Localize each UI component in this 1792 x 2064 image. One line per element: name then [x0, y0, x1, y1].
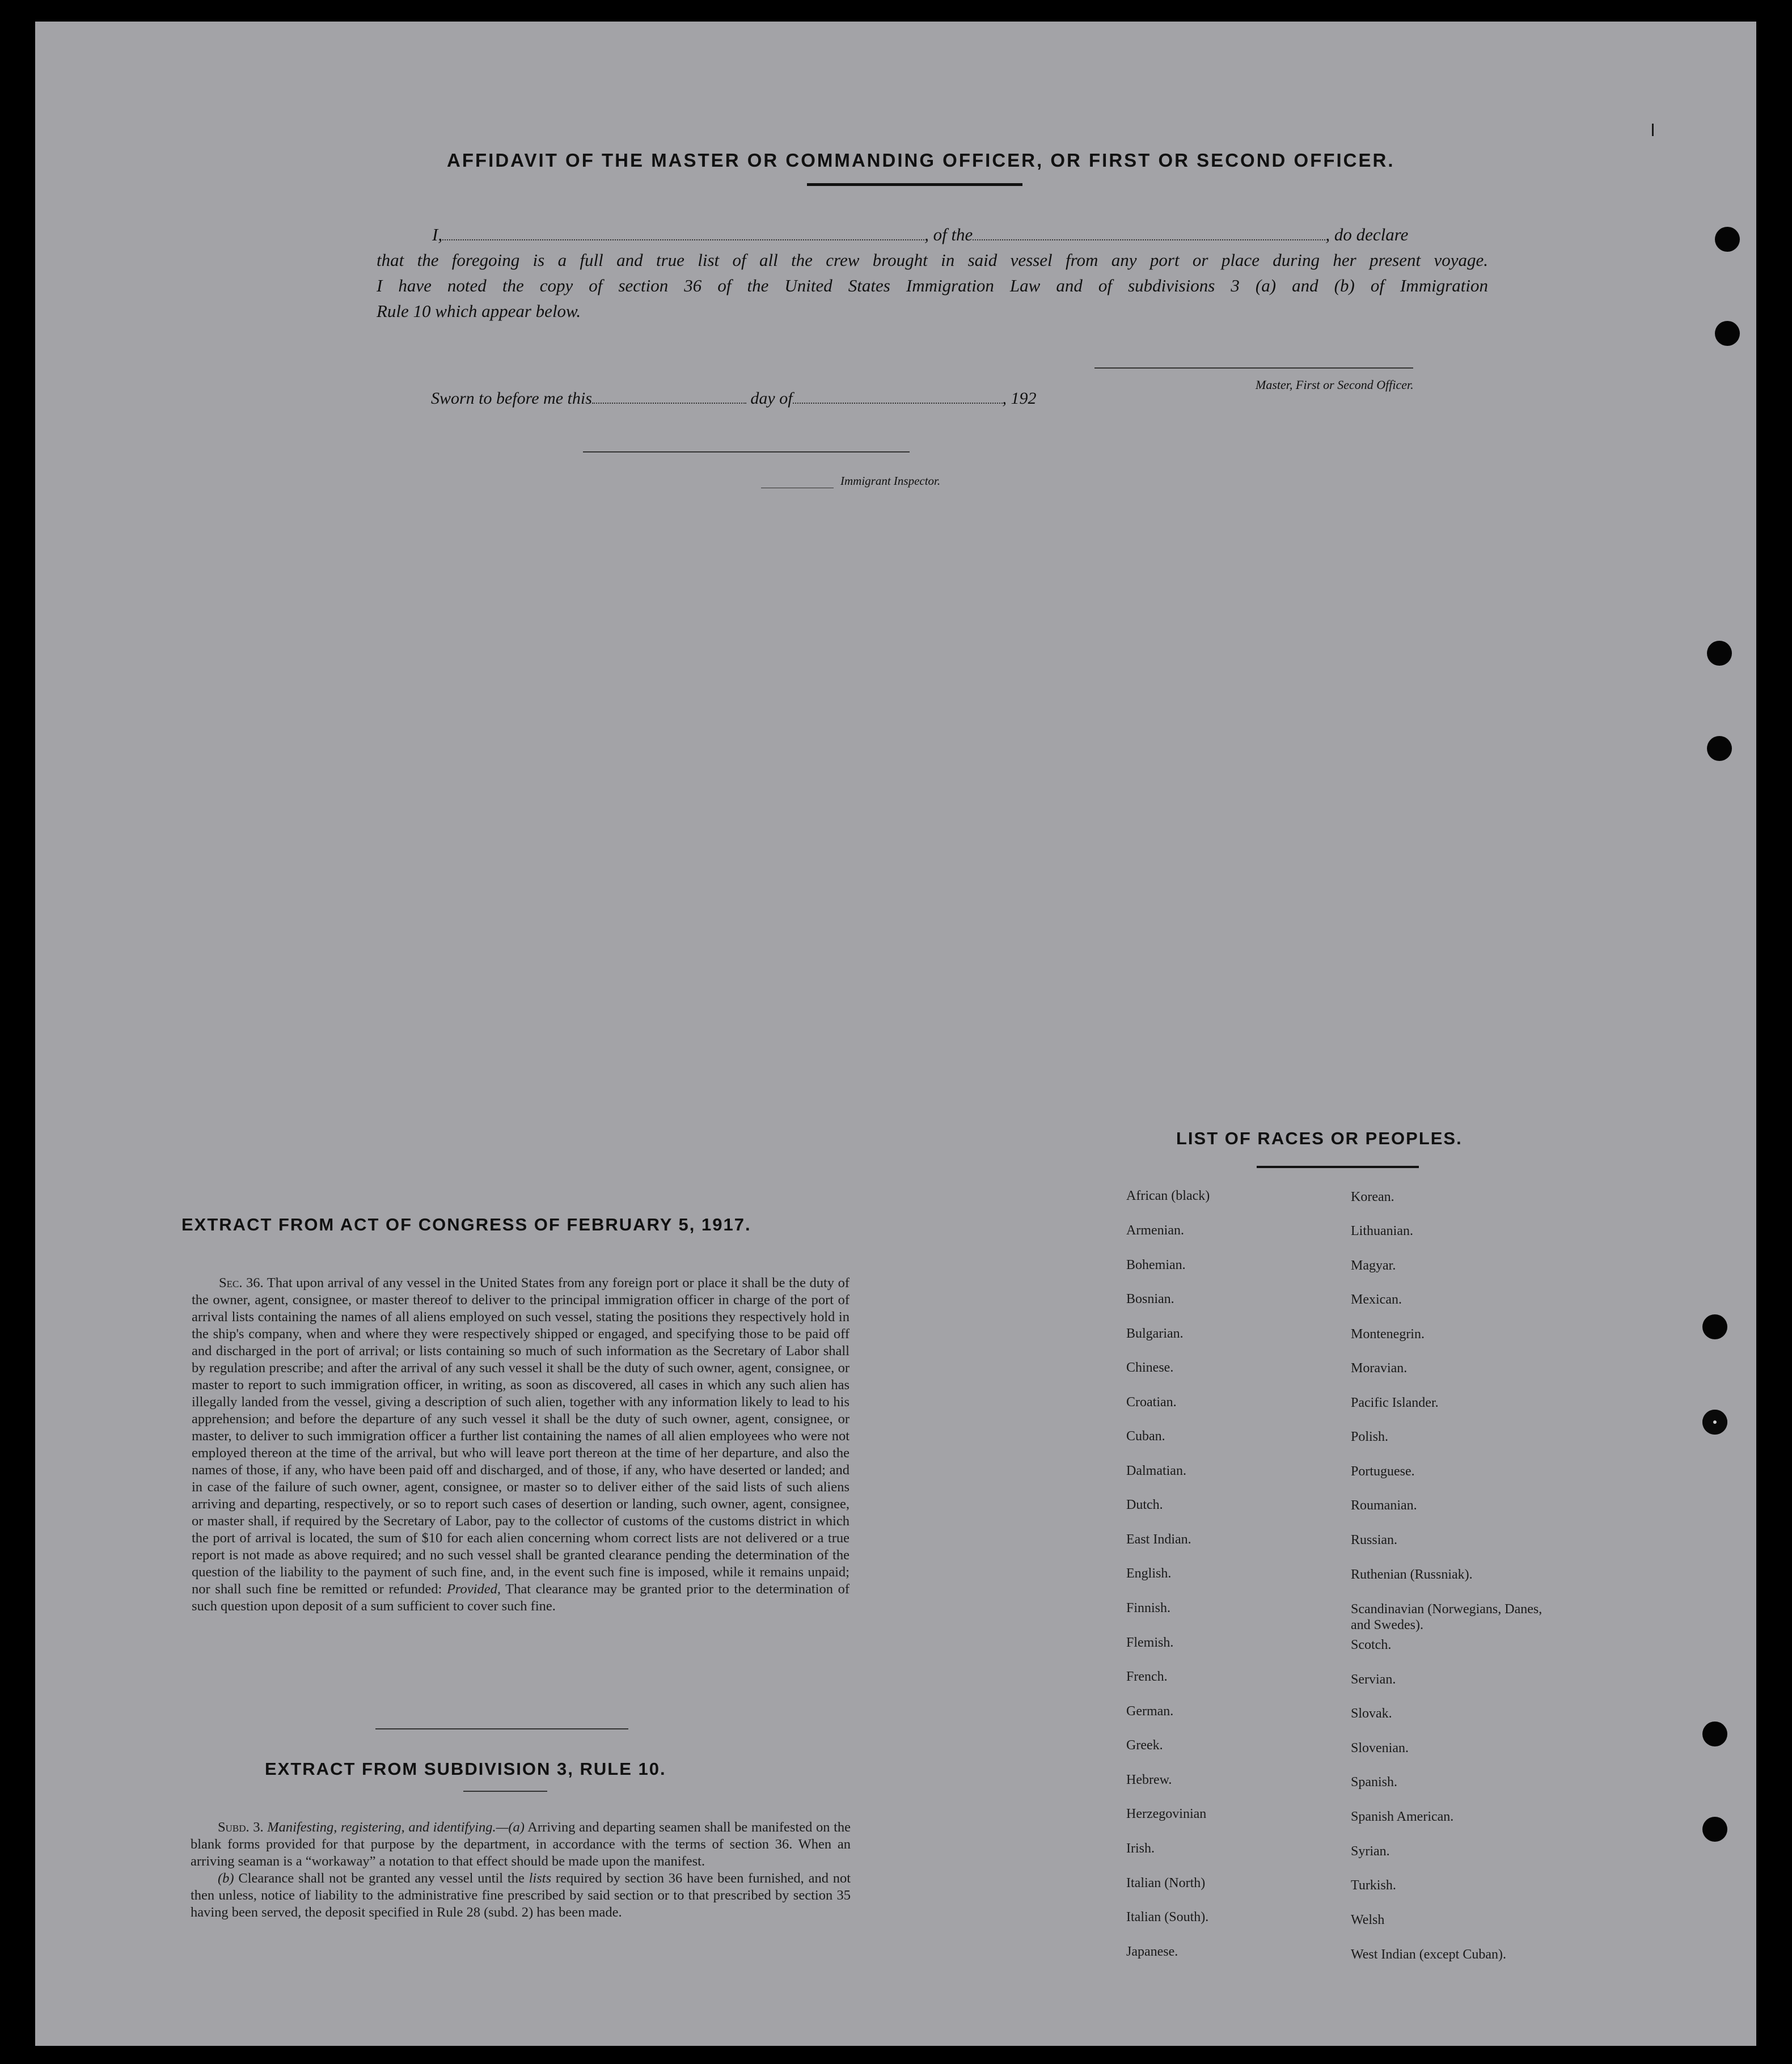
proviso-label: Provided, — [446, 1581, 501, 1597]
title-rule — [807, 183, 1022, 186]
affidavit-line-3: I have noted the copy of section 36 of the United States Immigration Law and of subdivisions 3 (a) and (b) of Immigration — [377, 276, 1488, 295]
rule-subdivision-3 — [191, 1819, 851, 1921]
corner-mark — [1652, 124, 1654, 136]
race-item: Portuguese. — [1351, 1464, 1415, 1479]
binder-hole — [1707, 736, 1732, 761]
act-title: EXTRACT FROM ACT OF CONGRESS OF FEBRUARY 5, 1917. — [181, 1215, 751, 1234]
race-item: Scandinavian (Norwegians, Danes, and Swedes). — [1351, 1602, 1542, 1632]
race-item: Syrian. — [1351, 1844, 1390, 1859]
sworn-month-blank[interactable] — [793, 403, 1003, 404]
sworn-day-blank[interactable] — [592, 403, 746, 404]
binder-hole — [1715, 321, 1740, 346]
race-item: German. — [1126, 1704, 1174, 1719]
subd-para-b-1: Clearance shall not be granted any vessel until the — [238, 1871, 525, 1886]
race-item: Mexican. — [1351, 1292, 1402, 1307]
race-item: Cuban. — [1126, 1429, 1165, 1444]
race-item: Moravian. — [1351, 1361, 1408, 1376]
race-item: Slovenian. — [1351, 1741, 1409, 1756]
race-item: Montenegrin. — [1351, 1327, 1425, 1342]
vessel-blank[interactable] — [973, 239, 1325, 240]
race-item: Dutch. — [1126, 1498, 1163, 1512]
subd-para-a: Arriving and departing seamen shall be manifested on the blank forms provided for that purpose by the department, in accordance with the terms of section 36. When an arriving seaman is a “workaway” a notation to that effect should be made upon the manifest. — [191, 1820, 851, 1869]
race-item: Ruthenian (Russniak). — [1351, 1567, 1473, 1582]
affidavit-line-4: Rule 10 which appear below. — [377, 301, 581, 321]
inspector-caption: Immigrant Inspector. — [840, 474, 941, 488]
subd-para-b-2: required by section 36 have been furnished, and not then unless, notice of liability to the administrative fine prescribed by said section or to that prescribed by section 35 having been served, the deposit specified in Rule 28 (subd. 2) has been made. — [191, 1871, 851, 1920]
sec-label: Sec. 36. — [219, 1275, 264, 1291]
race-item: Dalmatian. — [1126, 1464, 1186, 1478]
affidavit-declare: , do declare — [1325, 225, 1409, 244]
race-item: Magyar. — [1351, 1258, 1396, 1273]
race-item: Chinese. — [1126, 1360, 1174, 1375]
race-item: Turkish. — [1351, 1878, 1396, 1893]
races-title-rule — [1257, 1166, 1419, 1168]
affidavit-i: I, — [432, 225, 443, 244]
binder-hole — [1707, 641, 1732, 666]
race-item: Herzegovinian — [1126, 1807, 1207, 1821]
race-item: Slovak. — [1351, 1706, 1392, 1721]
race-item: Welsh — [1351, 1913, 1385, 1927]
race-item: Bosnian. — [1126, 1292, 1174, 1306]
race-item: Italian (South). — [1126, 1910, 1209, 1925]
race-item: Finnish. — [1126, 1601, 1171, 1615]
sworn-day-of: day of — [750, 389, 793, 408]
binder-hole — [1702, 1817, 1727, 1842]
master-caption: Master, First or Second Officer. — [1256, 378, 1414, 392]
name-blank[interactable] — [442, 239, 924, 240]
race-item: Bulgarian. — [1126, 1326, 1184, 1341]
sworn-prefix: Sworn to before me this — [431, 389, 592, 408]
rule-title-rule — [463, 1791, 547, 1792]
binder-hole — [1702, 1410, 1727, 1435]
sworn-line — [431, 389, 1542, 408]
rule-title: EXTRACT FROM SUBDIVISION 3, RULE 10. — [265, 1759, 666, 1779]
binder-hole — [1702, 1314, 1727, 1339]
race-item: Servian. — [1351, 1672, 1396, 1687]
affidavit-of-the: , of the — [924, 225, 973, 244]
race-item: Armenian. — [1126, 1223, 1184, 1238]
races-title: LIST OF RACES OR PEOPLES. — [1176, 1128, 1463, 1148]
race-item: Irish. — [1126, 1841, 1155, 1856]
act-section-36 — [192, 1275, 849, 1615]
affidavit-title: AFFIDAVIT OF THE MASTER OR COMMANDING OFFICER, OR FIRST OR SECOND OFFICER. — [447, 150, 1395, 171]
subd-para-b-lists: lists — [529, 1871, 552, 1886]
race-item: Roumanian. — [1351, 1498, 1417, 1513]
race-item: Spanish American. — [1351, 1809, 1454, 1824]
race-item: French. — [1126, 1669, 1168, 1684]
race-item: Russian. — [1351, 1533, 1398, 1547]
race-item: Pacific Islander. — [1351, 1395, 1439, 1410]
race-item: Italian (North) — [1126, 1876, 1206, 1890]
master-signature-line[interactable] — [1094, 367, 1413, 369]
section-divider — [375, 1728, 628, 1729]
race-item: Korean. — [1351, 1190, 1394, 1204]
proviso-text: That clearance may be granted prior to the determination of such question upon deposit of a sum sufficient to cover such fine. — [192, 1581, 849, 1614]
subd-heading: Manifesting, registering, and identifying.—(a) — [267, 1820, 525, 1835]
race-item: African (black) — [1126, 1189, 1210, 1203]
race-item: Bohemian. — [1126, 1258, 1186, 1272]
race-item: Polish. — [1351, 1429, 1389, 1444]
subd-label: Subd. 3. — [218, 1820, 264, 1835]
sec-36-text: That upon arrival of any vessel in the United States from any foreign port or place it shall be the duty of the owner, agent, consignee, or master thereof to deliver to the principal immigration officer in charge of the port of arrival lists containing the names of all aliens employed on such vessel, stating the positions they respectively hold in the ship's company, when and where they were respectively shipped or engaged, and specifying those to be paid off and discharged in the port of arrival; or lists containing so much of such information as the Secretary of Labor shall by regulation prescribe; and after the arrival of any such vessel it shall be the duty of such owner, agent, consignee, or master to report to such immigration officer, in writing, as soon as discovered, all cases in which any such alien has illegally landed from the vessel, giving a description of such alien, together with any information likely to lead to his apprehension; and before the departure of any such vessel it shall be the duty of such owner, agent, consignee, or master, to deliver to such immigration officer a further list containing the names of all alien employees who were not employed thereon at the time of the arrival, but who will leave port thereon at the time of her departure, and also the names of those, if any, who have been paid off and discharged, and of those, if any, who have deserted or landed; and in case of the failure of such owner, agent, consignee, or master so to deliver either of the said lists of such aliens arriving and departing, respectively, or so to report such cases of desertion or landing, such owner, agent, consignee, or master shall, if required by the Secretary of Labor, pay to the collector of customs of the customs district in which the port of arrival is located, the sum of $10 for each alien concerning whom correct lists are not delivered or a true report is not made as above required; and no such vessel shall be granted clearance pending the determination of the question of the liability to the payment of such fine, and, in the event such fine is imposed, while it remains unpaid; nor shall such fine be remitted or refunded: — [192, 1275, 849, 1597]
race-item: English. — [1126, 1566, 1172, 1581]
sworn-year: , 192 — [1002, 389, 1037, 408]
race-item: Hebrew. — [1126, 1773, 1172, 1787]
subd-para-b-label: (b) — [218, 1871, 234, 1886]
race-item: Greek. — [1126, 1738, 1163, 1753]
affidavit-line-2: that the foregoing is a full and true list of all the crew brought in said vessel from any port or place during her present voyage. — [377, 250, 1488, 270]
race-item: Spanish. — [1351, 1775, 1398, 1790]
binder-hole — [1715, 227, 1740, 252]
inspector-signature-line[interactable] — [583, 451, 910, 452]
affidavit-line-1 — [432, 225, 1488, 245]
race-item: East Indian. — [1126, 1532, 1191, 1547]
race-item: Flemish. — [1126, 1635, 1174, 1650]
binder-hole — [1702, 1722, 1727, 1746]
race-item: West Indian (except Cuban). — [1351, 1947, 1506, 1962]
form-page — [35, 22, 1756, 2046]
race-item: Lithuanian. — [1351, 1224, 1413, 1238]
race-item: Japanese. — [1126, 1944, 1178, 1959]
race-item: Croatian. — [1126, 1395, 1177, 1410]
race-item: Scotch. — [1351, 1638, 1392, 1652]
